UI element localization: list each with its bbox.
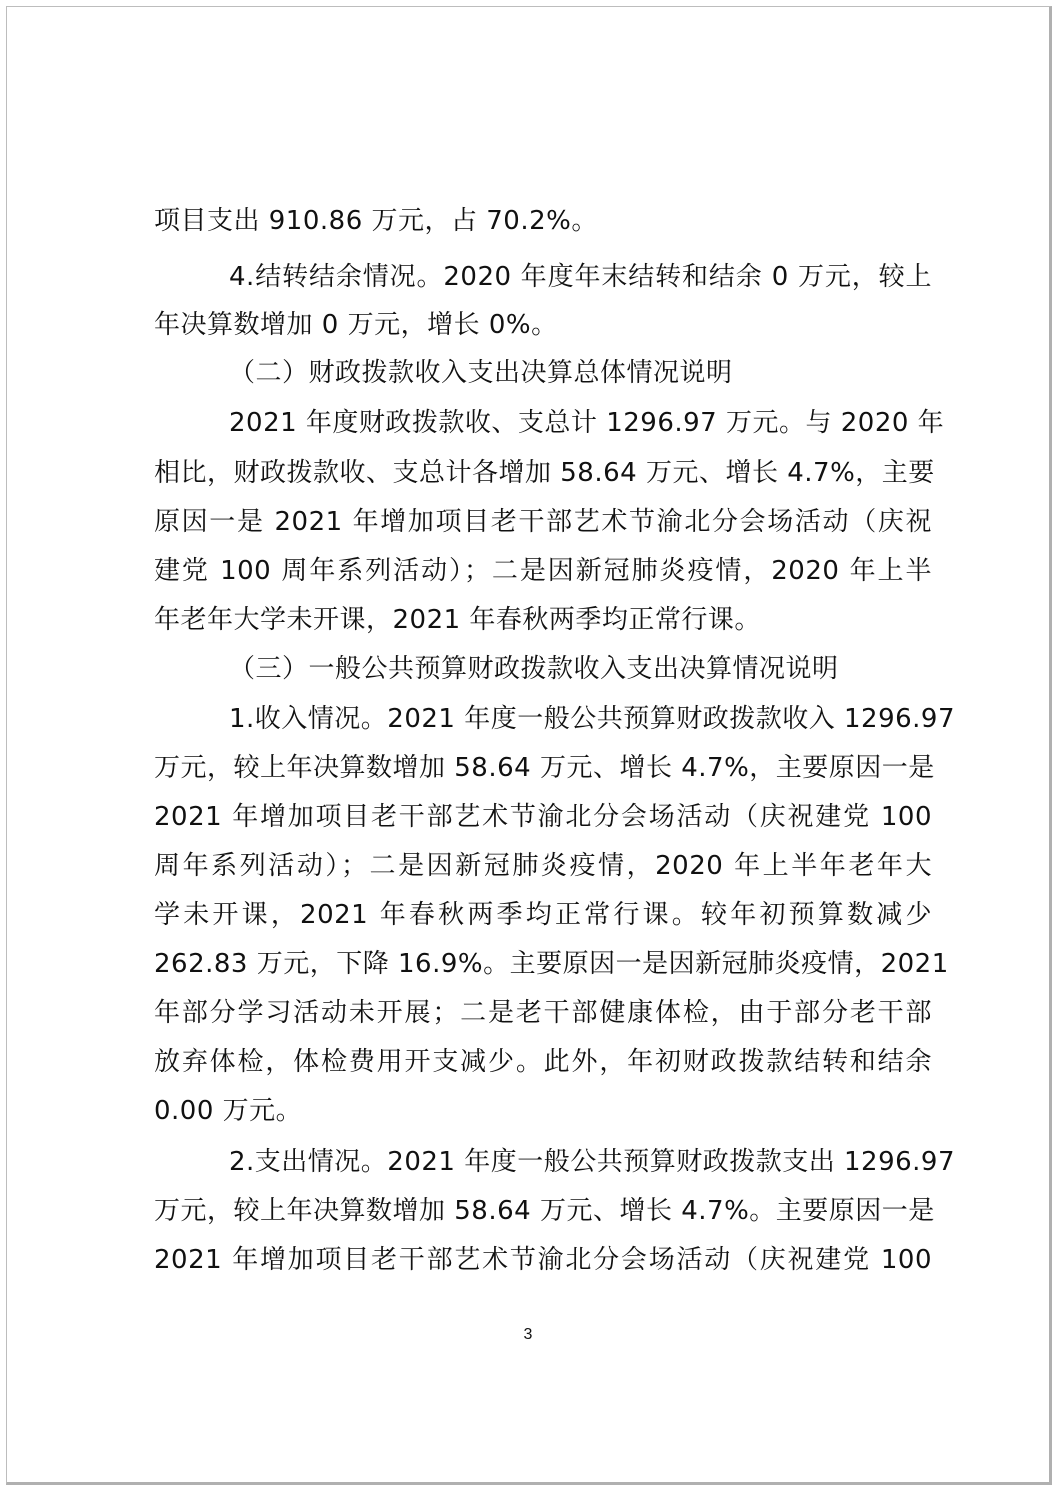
body-text-line: 0.00 万元。 [154,1096,303,1126]
body-text-line: 周年系列活动）；二是因新冠肺炎疫情，2020 年上半年老年大 [154,851,932,881]
body-text-line: 万元，较上年决算数增加 58.64 万元、增长 4.7%，主要原因一是 [154,753,935,783]
body-text-line: 年决算数增加 0 万元，增长 0%。 [154,310,558,340]
paragraph-expenditure: 2.支出情况。2021 年度一般公共预算财政拨款支出 1296.97 [229,1147,956,1177]
body-text-line: 学未开课，2021 年春秋两季均正常行课。较年初预算数减少 [154,900,932,930]
body-text-line: 建党 100 周年系列活动）；二是因新冠肺炎疫情，2020 年上半 [154,556,932,586]
section-heading-3: （三）一般公共预算财政拨款收入支出决算情况说明 [229,654,839,684]
paragraph-income: 1.收入情况。2021 年度一般公共预算财政拨款收入 1296.97 [229,704,956,734]
paragraph-fiscal-total: 2021 年度财政拨款收、支总计 1296.97 万元。与 2020 年 [229,408,945,438]
body-text-line: 放弃体检，体检费用开支减少。此外，年初财政拨款结转和结余 [154,1047,932,1077]
body-text-line: 万元，较上年决算数增加 58.64 万元、增长 4.7%。主要原因一是 [154,1196,935,1226]
paragraph-carryover-balance: 4.结转结余情况。2020 年度年末结转和结余 0 万元，较上 [229,262,932,292]
body-text-line: 262.83 万元，下降 16.9%。主要原因一是因新冠肺炎疫情，2021 [154,949,949,979]
body-text-line: 年部分学习活动未开展；二是老干部健康体检，由于部分老干部 [154,998,932,1028]
body-text-line: 相比，财政拨款收、支总计各增加 58.64 万元、增长 4.7%，主要 [154,458,935,488]
body-text-line: 2021 年增加项目老干部艺术节渝北分会场活动（庆祝建党 100 [154,1245,932,1275]
page-number: 3 [523,1326,533,1343]
body-text-line: 2021 年增加项目老干部艺术节渝北分会场活动（庆祝建党 100 [154,802,932,832]
body-text-line: 项目支出 910.86 万元，占 70.2%。 [154,206,598,236]
section-heading-2: （二）财政拨款收入支出决算总体情况说明 [229,358,733,388]
body-text-line: 年老年大学未开课，2021 年春秋两季均正常行课。 [154,605,761,635]
document-page [6,6,1052,1485]
body-text-line: 原因一是 2021 年增加项目老干部艺术节渝北分会场活动（庆祝 [154,507,932,537]
